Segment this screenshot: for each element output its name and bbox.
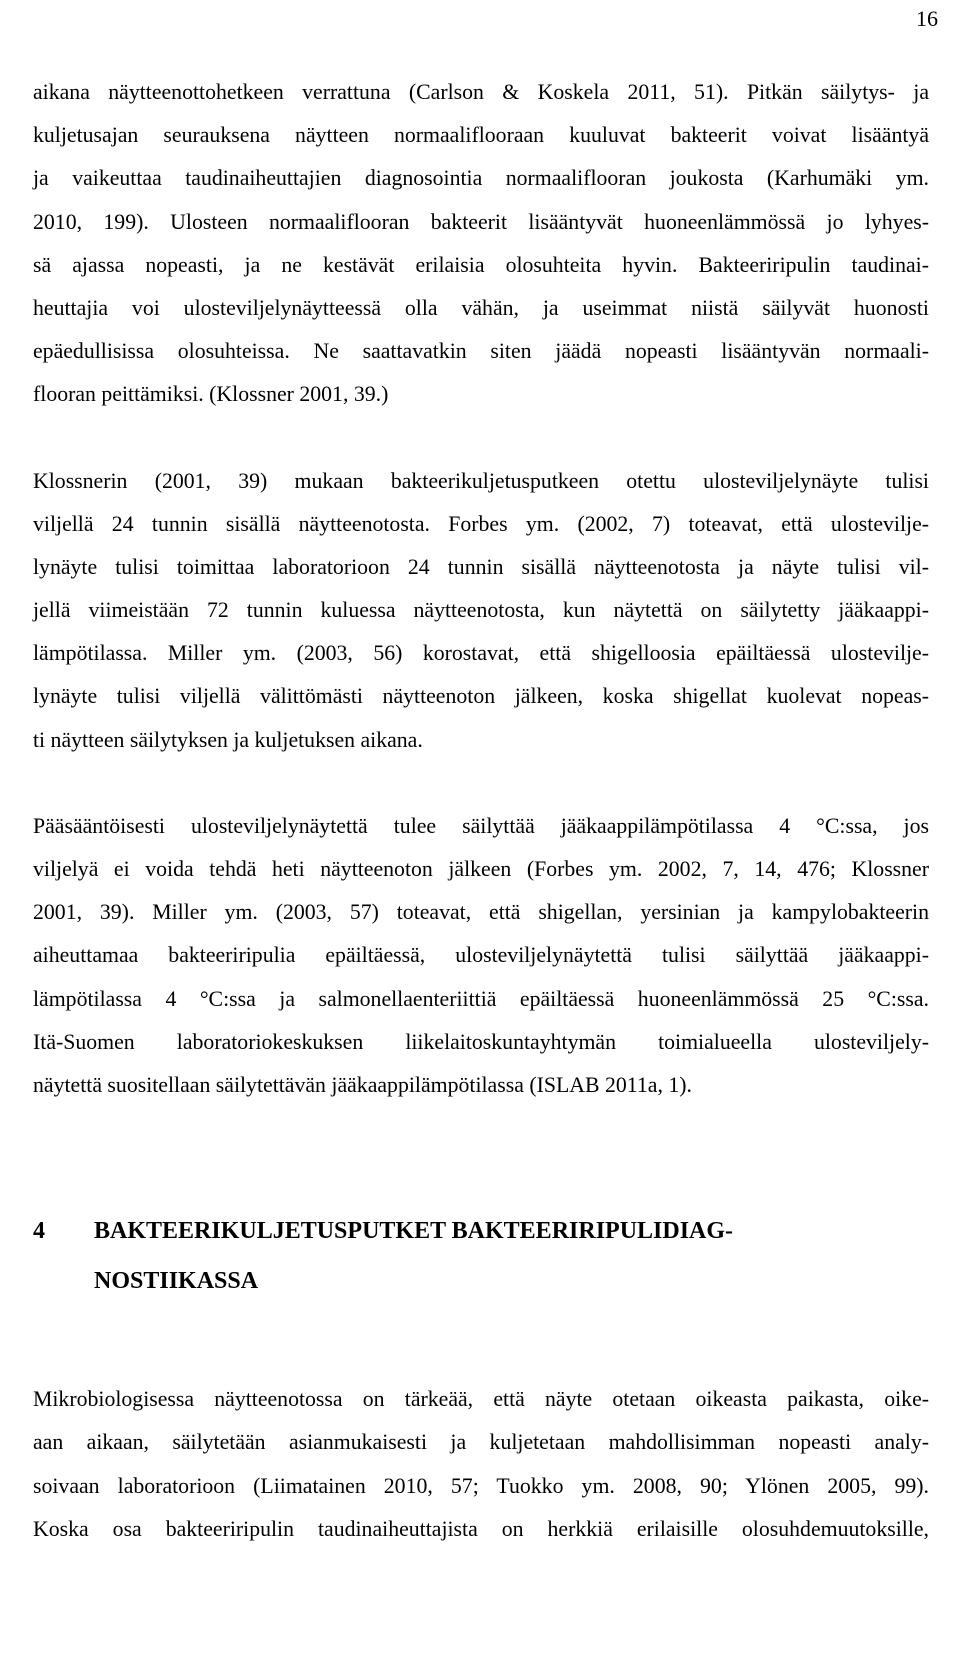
paragraph-3: [33, 805, 929, 1107]
text-line: soivaan laboratorioon (Liimatainen 2010, 57; Tuokko ym. 2008, 90; Ylönen 2005, 99).: [33, 1473, 929, 1498]
text-line: lynäyte tulisi viljellä välittömästi näytteenoton jälkeen, koska shigellat kuolevat nopeas-: [33, 684, 929, 709]
text-line: ti näytteen säilytyksen ja kuljetuksen aikana.: [33, 727, 423, 752]
text-line: lämpötilassa 4 °C:ssa ja salmonellaenteriittiä epäiltäessä huoneenlämmössä 25 °C:ssa.: [33, 986, 929, 1011]
text-line: kuljetusajan seurauksena näytteen normaaliflooraan kuuluvat bakteerit voivat lisääntyä: [33, 123, 929, 148]
text-line: aiheuttamaa bakteeriripulia epäiltäessä, ulosteviljelynäytettä tulisi säilyttää jääkaappi-: [33, 943, 929, 968]
text-line: näytettä suositellaan säilytettävän jääkaappilämpötilassa (ISLAB 2011a, 1).: [33, 1072, 692, 1097]
text-line: ja vaikeuttaa taudinaiheuttajien diagnosointia normaaliflooran joukosta (Karhumäki ym.: [33, 166, 929, 191]
section-heading: [33, 1206, 929, 1306]
text-line: heuttajia voi ulosteviljelynäytteessä olla vähän, ja useimmat niistä säilyvät huonosti: [33, 295, 929, 320]
text-line: Koska osa bakteeriripulin taudinaiheuttajista on herkkiä erilaisille olosuhdemuutoksille,: [33, 1516, 929, 1541]
heading-line-2: NOSTIIKASSA: [94, 1268, 259, 1295]
text-line: jellä viimeistään 72 tunnin kuluessa näytteenotosta, kun näytettä on säilytetty jääkaappi-: [33, 598, 929, 623]
document-body: [33, 71, 929, 1551]
paragraph-4: [33, 1378, 929, 1551]
text-line: flooran peittämiksi. (Klossner 2001, 39.): [33, 382, 389, 407]
text-line: Mikrobiologisessa näytteenotossa on tärkeää, että näyte otetaan oikeasta paikasta, oike-: [33, 1387, 929, 1412]
text-line: Itä-Suomen laboratoriokeskuksen liikelaitoskuntayhtymän toimialueella ulosteviljely-: [33, 1029, 929, 1054]
text-line: viljellä 24 tunnin sisällä näytteenotosta. Forbes ym. (2002, 7) toteavat, että ulostevilje-: [33, 511, 929, 536]
text-line: lämpötilassa. Miller ym. (2003, 56) korostavat, että shigelloosia epäiltäessä ulostevilje-: [33, 641, 929, 666]
text-line: 2010, 199). Ulosteen normaaliflooran bakteerit lisääntyvät huoneenlämmössä jo lyhyes-: [33, 209, 929, 234]
text-line: lynäyte tulisi toimittaa laboratorioon 24 tunnin sisällä näytteenotosta ja näyte tulisi vil-: [33, 554, 929, 579]
section-number: 4: [33, 1218, 45, 1245]
text-line: viljelyä ei voida tehdä heti näytteenoton jälkeen (Forbes ym. 2002, 7, 14, 476; Klossner: [33, 857, 929, 881]
text-line: sä ajassa nopeasti, ja ne kestävät erilaisia olosuhteita hyvin. Bakteeriripulin taudinai-: [33, 252, 929, 277]
text-line: aan aikaan, säilytetään asianmukaisesti ja kuljetetaan mahdollisimman nopeasti analy-: [33, 1430, 929, 1455]
text-line: epäedullisissa olosuhteissa. Ne saattavatkin siten jäädä nopeasti lisääntyvän normaali-: [33, 339, 929, 364]
paragraph-1: [33, 71, 929, 417]
text-line: 2001, 39). Miller ym. (2003, 57) toteavat, että shigellan, yersinian ja kampylobakteerin: [33, 900, 929, 925]
page-number: 16: [916, 6, 938, 31]
heading-line-1: BAKTEERIKULJETUSPUTKET BAKTEERIRIPULIDIAG-: [94, 1218, 734, 1245]
text-line: Klossnerin (2001, 39) mukaan bakteerikuljetusputkeen otettu ulosteviljelynäyte tulisi: [33, 468, 929, 493]
paragraph-2: [33, 460, 929, 762]
text-line: Pääsääntöisesti ulosteviljelynäytettä tulee säilyttää jääkaappilämpötilassa 4 °C:ssa, jos: [33, 813, 929, 838]
text-line: aikana näytteenottohetkeen verrattuna (Carlson & Koskela 2011, 51). Pitkän säilytys- ja: [33, 80, 929, 104]
